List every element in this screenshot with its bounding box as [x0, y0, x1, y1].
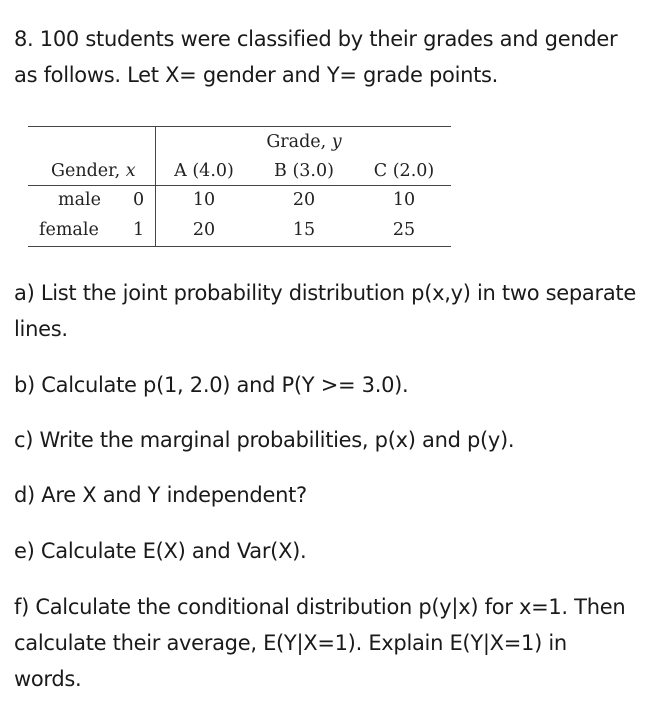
table-bottom-rule [28, 246, 451, 247]
question-f [14, 589, 625, 697]
row-code: 1 [133, 220, 145, 240]
gender-header [51, 161, 136, 181]
question-b [14, 367, 408, 403]
row-label: male [58, 190, 101, 210]
table-header-rule [28, 185, 451, 186]
column-header: A (4.0) [174, 161, 234, 181]
table-cell: 20 [292, 190, 316, 210]
gender-header-var: x [125, 161, 136, 181]
table-cell: 15 [292, 220, 316, 240]
question-a-line-2: lines. [14, 317, 68, 341]
question-d-text: d) Are X and Y independent? [14, 483, 307, 507]
problem-statement-line-2: as follows. Let X= gender and Y= grade points. [14, 63, 499, 87]
grade-group-header-text: Grade, [266, 132, 332, 152]
question-f-line-3: words. [14, 667, 82, 691]
question-a-line-1: a) List the joint probability distribution p(x,y) in two separate [14, 281, 636, 305]
question-e [14, 533, 306, 569]
question-f-line-1: f) Calculate the conditional distribution p(y|x) for x=1. Then [14, 595, 626, 619]
problem-statement-line-1: 8. 100 students were classified by their grades and gender [14, 27, 618, 51]
grade-group-header [266, 132, 341, 152]
table-cell: 10 [392, 190, 416, 210]
question-c [14, 422, 514, 458]
gender-header-text: Gender, [51, 161, 126, 181]
question-c-text: c) Write the marginal probabilities, p(x) and p(y). [14, 428, 515, 452]
question-e-text: e) Calculate E(X) and Var(X). [14, 539, 307, 563]
table-cell: 20 [192, 220, 216, 240]
column-header: C (2.0) [373, 161, 435, 181]
column-header: B (3.0) [274, 161, 334, 181]
table-cell: 25 [392, 220, 416, 240]
question-a [14, 275, 636, 347]
row-code: 0 [133, 190, 145, 210]
question-b-text: b) Calculate p(1, 2.0) and P(Y >= 3.0). [14, 373, 409, 397]
table-top-rule [28, 126, 451, 127]
grade-gender-table [28, 126, 451, 247]
table-column-divider [155, 126, 156, 247]
table-cell: 10 [192, 190, 216, 210]
question-d [14, 477, 307, 513]
row-label: female [39, 220, 99, 240]
grade-group-header-var: y [331, 132, 342, 152]
question-f-line-2: calculate their average, E(Y|X=1). Explain E(Y|X=1) in [14, 631, 567, 655]
problem-statement [14, 21, 617, 93]
